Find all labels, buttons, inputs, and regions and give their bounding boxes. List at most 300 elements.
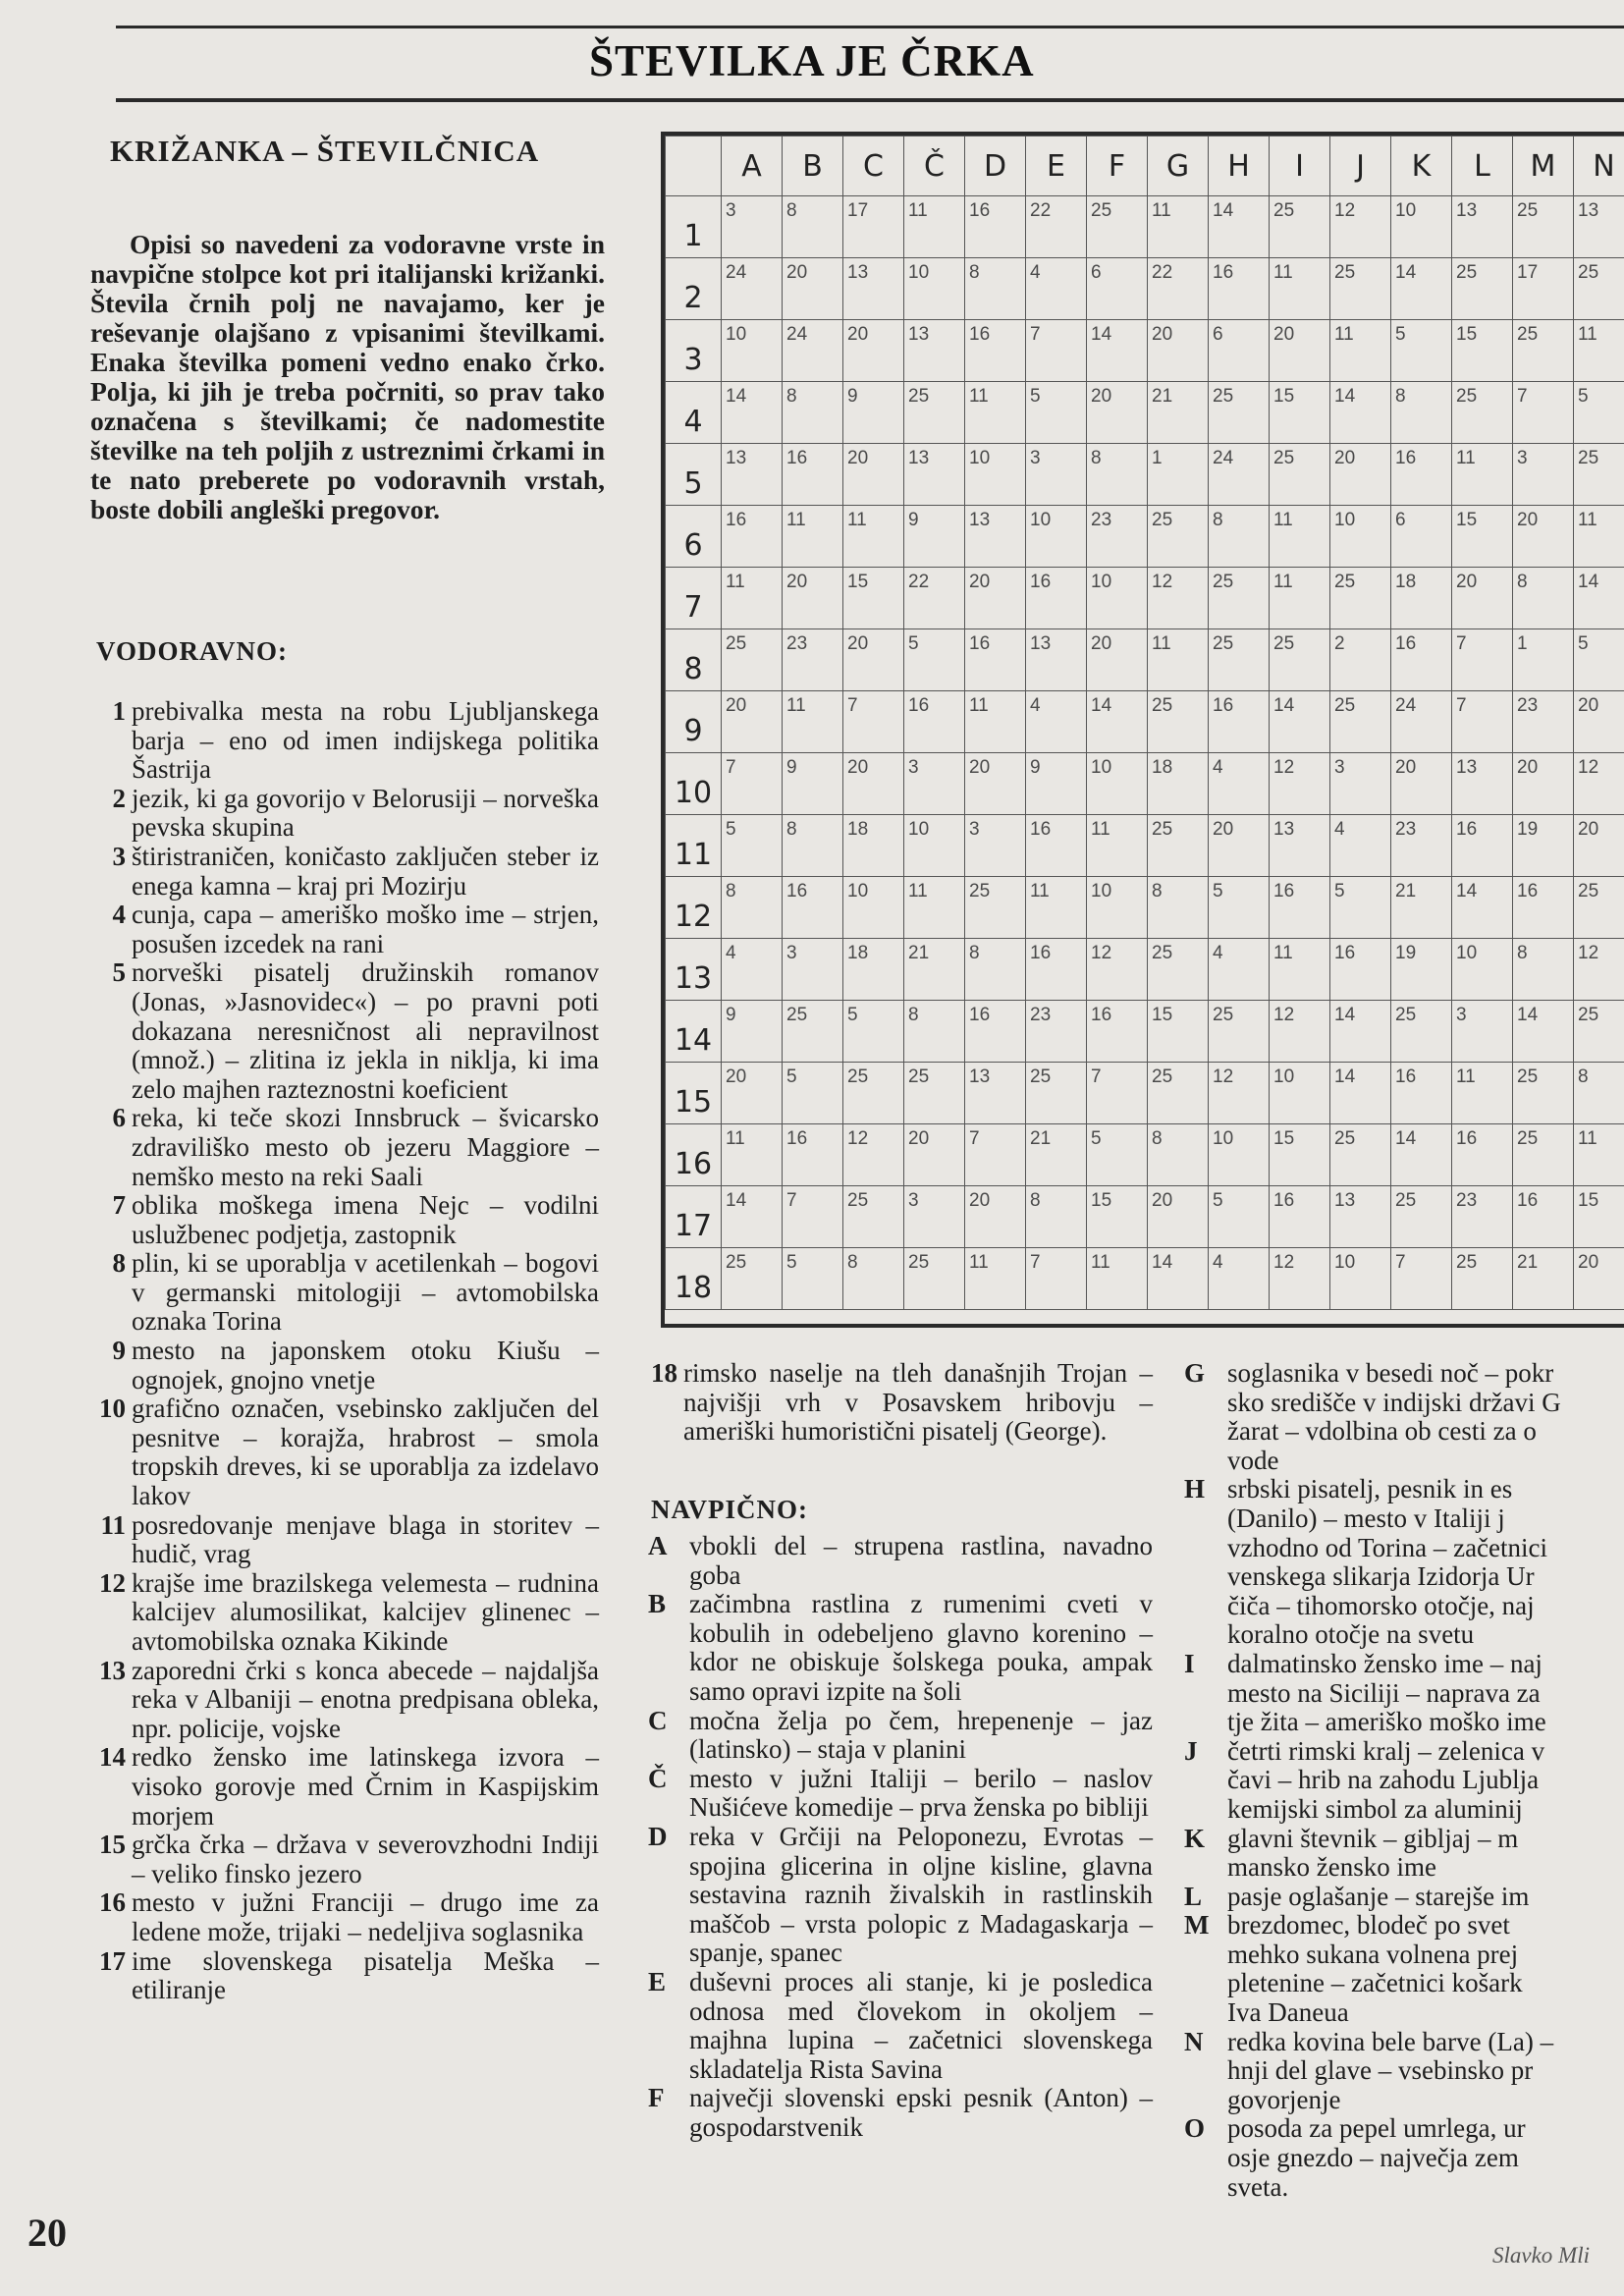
- grid-cell[interactable]: [722, 877, 783, 939]
- grid-cell[interactable]: [843, 382, 904, 444]
- grid-cell[interactable]: [1452, 1001, 1513, 1063]
- grid-cell[interactable]: [904, 506, 965, 568]
- grid-cell[interactable]: [1087, 1248, 1148, 1310]
- grid-cell[interactable]: [722, 258, 783, 320]
- clue-text: oblika moškega imena Nejc – vodilni uslužbenec podjetja, zastopnik: [132, 1190, 599, 1249]
- clue-item: [90, 1104, 599, 1191]
- grid-cell[interactable]: [1087, 382, 1148, 444]
- grid-cell[interactable]: [1209, 506, 1270, 568]
- grid-cell[interactable]: [965, 939, 1026, 1001]
- grid-cell[interactable]: [1330, 1001, 1391, 1063]
- down-heading: NAVPIČNO:: [651, 1495, 809, 1524]
- grid-cell[interactable]: [783, 506, 843, 568]
- grid-cell[interactable]: [1270, 444, 1330, 506]
- grid-cell[interactable]: [1148, 382, 1209, 444]
- grid-cell[interactable]: [1391, 568, 1452, 629]
- grid-cell[interactable]: [1270, 753, 1330, 815]
- grid-cell[interactable]: [1574, 629, 1624, 691]
- clue-number: [1184, 1447, 1227, 1476]
- grid-cell[interactable]: [1452, 939, 1513, 1001]
- grid-cell[interactable]: [1391, 1186, 1452, 1248]
- grid-cell[interactable]: [783, 815, 843, 877]
- grid-cell[interactable]: [1391, 1063, 1452, 1124]
- grid-cell[interactable]: [904, 629, 965, 691]
- grid-cell[interactable]: [1087, 568, 1148, 629]
- grid-cell[interactable]: [1391, 939, 1452, 1001]
- grid-cell[interactable]: [1026, 1124, 1087, 1186]
- grid-cell[interactable]: [1148, 1186, 1209, 1248]
- grid-cell[interactable]: [1513, 1124, 1574, 1186]
- grid-cell[interactable]: [783, 258, 843, 320]
- grid-cell[interactable]: [843, 444, 904, 506]
- grid-cell[interactable]: [1574, 691, 1624, 753]
- grid-cell[interactable]: [1270, 815, 1330, 877]
- grid-cell[interactable]: [1452, 1186, 1513, 1248]
- grid-cell[interactable]: [722, 444, 783, 506]
- grid-cell[interactable]: [843, 753, 904, 815]
- grid-cell[interactable]: [1574, 320, 1624, 382]
- grid-cell[interactable]: [783, 1186, 843, 1248]
- grid-cell[interactable]: [1330, 506, 1391, 568]
- grid-cell[interactable]: [1087, 753, 1148, 815]
- grid-cell[interactable]: [904, 382, 965, 444]
- grid-cell[interactable]: [1026, 444, 1087, 506]
- grid-cell[interactable]: [722, 815, 783, 877]
- cell-number: 25: [969, 881, 991, 902]
- grid-cell[interactable]: [1270, 506, 1330, 568]
- grid-cell[interactable]: [1574, 568, 1624, 629]
- clue-number: 7: [112, 1190, 126, 1221]
- grid-cell[interactable]: [722, 382, 783, 444]
- grid-cell[interactable]: [965, 320, 1026, 382]
- grid-cell[interactable]: [1026, 1063, 1087, 1124]
- grid-cell[interactable]: [1148, 1248, 1209, 1310]
- grid-cell[interactable]: [783, 1063, 843, 1124]
- cell-number: 25: [1273, 633, 1295, 654]
- grid-cell[interactable]: [1026, 320, 1087, 382]
- grid-cell[interactable]: [1452, 691, 1513, 753]
- cell-number: 14: [1456, 881, 1478, 902]
- grid-cell[interactable]: [1574, 444, 1624, 506]
- grid-cell[interactable]: [1391, 877, 1452, 939]
- grid-cell[interactable]: [1574, 1186, 1624, 1248]
- grid-cell[interactable]: [1513, 939, 1574, 1001]
- grid-cell[interactable]: [1574, 196, 1624, 258]
- grid-cell[interactable]: [783, 753, 843, 815]
- grid-cell[interactable]: [1330, 1063, 1391, 1124]
- grid-cell[interactable]: [783, 939, 843, 1001]
- grid-cell[interactable]: [1270, 691, 1330, 753]
- grid-cell[interactable]: [1513, 877, 1574, 939]
- grid-cell[interactable]: [1330, 629, 1391, 691]
- grid-cell[interactable]: [1026, 196, 1087, 258]
- grid-cell[interactable]: [1330, 258, 1391, 320]
- grid-cell[interactable]: [965, 382, 1026, 444]
- grid-cell[interactable]: [843, 258, 904, 320]
- grid-cell[interactable]: [1026, 753, 1087, 815]
- grid-cell[interactable]: [1148, 815, 1209, 877]
- grid-cell[interactable]: [1148, 1124, 1209, 1186]
- grid-cell[interactable]: [1026, 1186, 1087, 1248]
- grid-cell[interactable]: [965, 1186, 1026, 1248]
- cell-number: 20: [1152, 1190, 1173, 1211]
- grid-cell[interactable]: [1452, 444, 1513, 506]
- grid-cell[interactable]: [1330, 753, 1391, 815]
- grid-cell[interactable]: [1270, 1186, 1330, 1248]
- grid-cell[interactable]: [1270, 258, 1330, 320]
- grid-cell[interactable]: [1513, 258, 1574, 320]
- grid-cell[interactable]: [722, 691, 783, 753]
- grid-cell[interactable]: [1026, 1248, 1087, 1310]
- grid-cell[interactable]: [965, 258, 1026, 320]
- grid-cell[interactable]: [1270, 196, 1330, 258]
- grid-cell[interactable]: [843, 629, 904, 691]
- grid-cell[interactable]: [1087, 196, 1148, 258]
- grid-cell[interactable]: [1452, 568, 1513, 629]
- grid-cell[interactable]: [1330, 382, 1391, 444]
- grid-cell[interactable]: [1087, 939, 1148, 1001]
- cell-number: 19: [1517, 819, 1539, 840]
- grid-cell[interactable]: [1330, 444, 1391, 506]
- grid-cell[interactable]: [783, 1124, 843, 1186]
- clue-number: [1184, 1417, 1227, 1447]
- grid-cell[interactable]: [1148, 629, 1209, 691]
- grid-cell[interactable]: [843, 196, 904, 258]
- grid-cell[interactable]: [1209, 877, 1270, 939]
- grid-cell[interactable]: [1026, 568, 1087, 629]
- grid-cell[interactable]: [843, 815, 904, 877]
- clue-number: [1184, 1562, 1227, 1592]
- grid-cell[interactable]: [904, 1248, 965, 1310]
- grid-cell[interactable]: [1452, 1063, 1513, 1124]
- grid-cell[interactable]: [965, 815, 1026, 877]
- grid-cell[interactable]: [904, 815, 965, 877]
- grid-cell[interactable]: [722, 1124, 783, 1186]
- grid-cell[interactable]: [1513, 1248, 1574, 1310]
- grid-cell[interactable]: [1026, 815, 1087, 877]
- grid-cell[interactable]: [1209, 258, 1270, 320]
- grid-cell[interactable]: [1270, 1001, 1330, 1063]
- grid-cell[interactable]: [965, 1063, 1026, 1124]
- grid-cell[interactable]: [965, 506, 1026, 568]
- grid-cell[interactable]: [1330, 815, 1391, 877]
- grid-cell[interactable]: [1513, 629, 1574, 691]
- grid-cell[interactable]: [1026, 382, 1087, 444]
- grid-cell[interactable]: [965, 444, 1026, 506]
- grid-cell[interactable]: [722, 1063, 783, 1124]
- grid-cell[interactable]: [1209, 691, 1270, 753]
- grid-cell[interactable]: [1574, 939, 1624, 1001]
- grid-cell[interactable]: [1513, 506, 1574, 568]
- grid-cell[interactable]: [843, 939, 904, 1001]
- grid-cell[interactable]: [1391, 1248, 1452, 1310]
- grid-cell[interactable]: [904, 1124, 965, 1186]
- grid-cell[interactable]: [904, 877, 965, 939]
- grid-cell[interactable]: [783, 1001, 843, 1063]
- grid-cell[interactable]: [1391, 506, 1452, 568]
- grid-cell[interactable]: [1087, 691, 1148, 753]
- grid-cell[interactable]: [1513, 196, 1574, 258]
- cell-number: 22: [1152, 262, 1173, 283]
- grid-cell[interactable]: [1513, 382, 1574, 444]
- grid-cell[interactable]: [1270, 629, 1330, 691]
- cell-number: 7: [1395, 1252, 1406, 1273]
- grid-cell[interactable]: [843, 1001, 904, 1063]
- grid-cell[interactable]: [1148, 444, 1209, 506]
- grid-cell[interactable]: [1574, 1001, 1624, 1063]
- grid-cell[interactable]: [1574, 753, 1624, 815]
- grid-cell[interactable]: [965, 568, 1026, 629]
- grid-cell[interactable]: [1513, 444, 1574, 506]
- grid-cell[interactable]: [1391, 196, 1452, 258]
- grid-cell[interactable]: [1026, 691, 1087, 753]
- grid-cell[interactable]: [1209, 1248, 1270, 1310]
- grid-cell[interactable]: [904, 753, 965, 815]
- grid-cell[interactable]: [1026, 506, 1087, 568]
- grid-cell[interactable]: [1513, 753, 1574, 815]
- grid-cell[interactable]: [1209, 1063, 1270, 1124]
- grid-cell[interactable]: [1270, 320, 1330, 382]
- grid-cell[interactable]: [1391, 444, 1452, 506]
- grid-cell[interactable]: [1209, 1186, 1270, 1248]
- grid-row: [666, 691, 1624, 753]
- grid-cell[interactable]: [843, 1248, 904, 1310]
- grid-cell[interactable]: [1452, 506, 1513, 568]
- grid-cell[interactable]: [1148, 939, 1209, 1001]
- grid-cell[interactable]: [783, 691, 843, 753]
- grid-cell[interactable]: [1148, 1001, 1209, 1063]
- grid-cell[interactable]: [1452, 1124, 1513, 1186]
- grid-cell[interactable]: [1330, 939, 1391, 1001]
- grid-cell[interactable]: [1148, 568, 1209, 629]
- grid-cell[interactable]: [1148, 1063, 1209, 1124]
- grid-cell[interactable]: [1148, 258, 1209, 320]
- grid-cell[interactable]: [1452, 320, 1513, 382]
- grid-cell[interactable]: [1330, 691, 1391, 753]
- grid-cell[interactable]: [1391, 815, 1452, 877]
- grid-cell[interactable]: [1574, 1248, 1624, 1310]
- grid-cell[interactable]: [965, 629, 1026, 691]
- grid-cell[interactable]: [843, 691, 904, 753]
- grid-cell[interactable]: [1452, 196, 1513, 258]
- grid-cell[interactable]: [722, 320, 783, 382]
- grid-cell[interactable]: [1209, 1001, 1270, 1063]
- grid-cell[interactable]: [1026, 877, 1087, 939]
- grid-cell[interactable]: [904, 196, 965, 258]
- grid-cell[interactable]: [965, 691, 1026, 753]
- grid-cell[interactable]: [722, 629, 783, 691]
- grid-cell[interactable]: [843, 320, 904, 382]
- grid-cell[interactable]: [904, 568, 965, 629]
- grid-cell[interactable]: [1574, 258, 1624, 320]
- grid-cell[interactable]: [1148, 691, 1209, 753]
- grid-cell[interactable]: [1391, 753, 1452, 815]
- grid-cell[interactable]: [1513, 568, 1574, 629]
- grid-cell[interactable]: [1574, 877, 1624, 939]
- grid-cell[interactable]: [1574, 382, 1624, 444]
- grid-cell[interactable]: [904, 320, 965, 382]
- clue-text: posoda za pepel umrlega, ur: [1227, 2113, 1526, 2144]
- grid-cell[interactable]: [1087, 506, 1148, 568]
- grid-cell[interactable]: [1270, 382, 1330, 444]
- grid-cell[interactable]: [1087, 629, 1148, 691]
- grid-cell[interactable]: [965, 1248, 1026, 1310]
- grid-cell[interactable]: [783, 382, 843, 444]
- grid-cell[interactable]: [1391, 629, 1452, 691]
- cell-number: 17: [1517, 262, 1539, 283]
- grid-cell[interactable]: [1209, 382, 1270, 444]
- grid-cell[interactable]: [783, 1248, 843, 1310]
- clue-text: brezdomec, blodeč po svet: [1227, 1910, 1510, 1941]
- grid-cell[interactable]: [1330, 877, 1391, 939]
- grid-cell[interactable]: [965, 1001, 1026, 1063]
- grid-cell[interactable]: [1330, 320, 1391, 382]
- grid-cell[interactable]: [1087, 1124, 1148, 1186]
- grid-cell[interactable]: [722, 196, 783, 258]
- grid-cell[interactable]: [843, 568, 904, 629]
- grid-cell[interactable]: [1087, 258, 1148, 320]
- grid-cell[interactable]: [1391, 1124, 1452, 1186]
- grid-cell[interactable]: [1148, 196, 1209, 258]
- grid-cell[interactable]: [1391, 1001, 1452, 1063]
- grid-cell[interactable]: [1574, 1124, 1624, 1186]
- grid-cell[interactable]: [1452, 382, 1513, 444]
- grid-cell[interactable]: [722, 753, 783, 815]
- row-label: 16: [666, 1124, 722, 1186]
- grid-cell[interactable]: [1087, 877, 1148, 939]
- grid-cell[interactable]: [722, 568, 783, 629]
- grid-cell[interactable]: [1270, 1063, 1330, 1124]
- grid-cell[interactable]: [1026, 258, 1087, 320]
- grid-cell[interactable]: [1270, 939, 1330, 1001]
- clue-text: žarat – vdolbina ob cesti za o: [1227, 1416, 1537, 1447]
- grid-cell[interactable]: [1391, 320, 1452, 382]
- grid-cell[interactable]: [904, 691, 965, 753]
- grid-cell[interactable]: [843, 506, 904, 568]
- grid-cell[interactable]: [1209, 939, 1270, 1001]
- grid-cell[interactable]: [1209, 815, 1270, 877]
- grid-cell[interactable]: [1513, 1063, 1574, 1124]
- grid-cell[interactable]: [1026, 1001, 1087, 1063]
- grid-cell[interactable]: [1330, 196, 1391, 258]
- grid-cell[interactable]: [1209, 1124, 1270, 1186]
- grid-cell[interactable]: [783, 320, 843, 382]
- cell-number: 15: [1273, 1128, 1295, 1149]
- grid-cell[interactable]: [904, 444, 965, 506]
- grid-cell[interactable]: [1513, 1186, 1574, 1248]
- grid-cell[interactable]: [1513, 1001, 1574, 1063]
- grid-cell[interactable]: [1270, 1248, 1330, 1310]
- grid-cell[interactable]: [1452, 1248, 1513, 1310]
- grid-cell[interactable]: [1574, 1063, 1624, 1124]
- grid-cell[interactable]: [904, 258, 965, 320]
- grid-cell[interactable]: [1330, 1186, 1391, 1248]
- grid-cell[interactable]: [1270, 877, 1330, 939]
- grid-cell[interactable]: [843, 1124, 904, 1186]
- grid-cell[interactable]: [1087, 444, 1148, 506]
- grid-cell[interactable]: [1513, 691, 1574, 753]
- grid-cell[interactable]: [965, 196, 1026, 258]
- grid-cell[interactable]: [904, 1001, 965, 1063]
- grid-cell[interactable]: [1330, 1248, 1391, 1310]
- cell-number: 25: [1456, 262, 1478, 283]
- grid-cell[interactable]: [1270, 568, 1330, 629]
- cell-number: 16: [1456, 819, 1478, 840]
- grid-cell[interactable]: [722, 939, 783, 1001]
- grid-cell[interactable]: [904, 939, 965, 1001]
- grid-cell[interactable]: [1209, 196, 1270, 258]
- grid-cell[interactable]: [722, 1248, 783, 1310]
- grid-cell[interactable]: [1026, 629, 1087, 691]
- grid-cell[interactable]: [1330, 1124, 1391, 1186]
- grid-cell[interactable]: [1026, 939, 1087, 1001]
- grid-cell[interactable]: [965, 877, 1026, 939]
- cell-number: 25: [1334, 1128, 1356, 1149]
- grid-cell[interactable]: [1270, 1124, 1330, 1186]
- grid-cell[interactable]: [1209, 568, 1270, 629]
- grid-cell[interactable]: [1513, 320, 1574, 382]
- grid-cell[interactable]: [1148, 320, 1209, 382]
- grid-cell[interactable]: [1452, 877, 1513, 939]
- grid-cell[interactable]: [783, 629, 843, 691]
- grid-cell[interactable]: [1574, 506, 1624, 568]
- grid-cell[interactable]: [1209, 444, 1270, 506]
- grid-cell[interactable]: [1087, 1063, 1148, 1124]
- grid-cell[interactable]: [1513, 815, 1574, 877]
- cell-number: 16: [969, 1005, 991, 1025]
- grid-cell[interactable]: [783, 444, 843, 506]
- grid-cell[interactable]: [1087, 815, 1148, 877]
- grid-cell[interactable]: [1087, 320, 1148, 382]
- clue-item: [1184, 1998, 1624, 2028]
- row-label: 3: [666, 320, 722, 382]
- cell-number: 25: [847, 1066, 869, 1087]
- grid-cell[interactable]: [965, 1124, 1026, 1186]
- grid-cell[interactable]: [1087, 1001, 1148, 1063]
- grid-cell[interactable]: [1391, 382, 1452, 444]
- grid-cell[interactable]: [965, 753, 1026, 815]
- grid-cell[interactable]: [1148, 753, 1209, 815]
- grid-cell[interactable]: [904, 1063, 965, 1124]
- grid-cell[interactable]: [722, 1001, 783, 1063]
- cell-number: 16: [1273, 881, 1295, 902]
- grid-cell[interactable]: [1452, 258, 1513, 320]
- grid-cell[interactable]: [904, 1186, 965, 1248]
- grid-cell[interactable]: [1209, 320, 1270, 382]
- grid-cell[interactable]: [1574, 815, 1624, 877]
- grid-cell[interactable]: [722, 1186, 783, 1248]
- grid-cell[interactable]: [1330, 568, 1391, 629]
- grid-cell[interactable]: [1452, 629, 1513, 691]
- grid-cell[interactable]: [1391, 258, 1452, 320]
- cell-number: 16: [1334, 943, 1356, 963]
- grid-cell[interactable]: [1148, 877, 1209, 939]
- grid-cell[interactable]: [843, 1186, 904, 1248]
- grid-cell[interactable]: [783, 196, 843, 258]
- grid-cell[interactable]: [1209, 753, 1270, 815]
- grid-cell[interactable]: [1452, 815, 1513, 877]
- grid-cell[interactable]: [722, 506, 783, 568]
- grid-cell[interactable]: [1087, 1186, 1148, 1248]
- grid-cell[interactable]: [783, 568, 843, 629]
- grid-cell[interactable]: [1391, 691, 1452, 753]
- grid-cell[interactable]: [843, 1063, 904, 1124]
- grid-cell[interactable]: [1209, 629, 1270, 691]
- grid-cell[interactable]: [1452, 753, 1513, 815]
- grid-cell[interactable]: [843, 877, 904, 939]
- grid-cell[interactable]: [1148, 506, 1209, 568]
- grid-cell[interactable]: [783, 877, 843, 939]
